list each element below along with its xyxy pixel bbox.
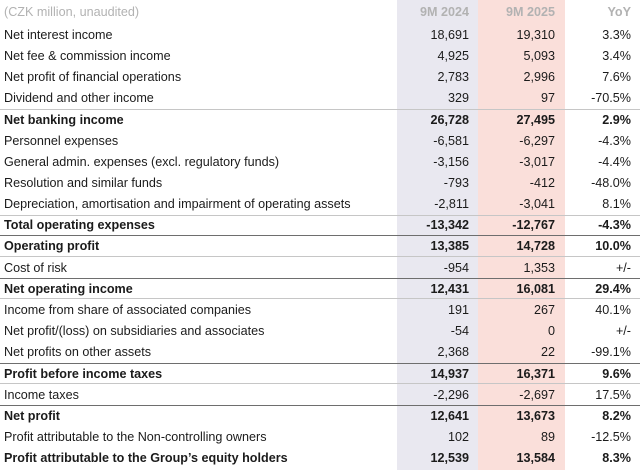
row-value-2025: 16,371: [516, 366, 555, 381]
row-value-yoy: +/-: [615, 324, 631, 339]
table-header-row: [0, 0, 640, 24]
row-label: Net profit/(loss) on subsidiaries and associates: [4, 324, 265, 339]
row-value-2024: 12,539: [430, 451, 469, 466]
row-value-2025: 22: [540, 345, 555, 360]
row-value-2025: 14,728: [516, 238, 555, 253]
row-label: Net banking income: [4, 112, 124, 127]
row-label: Cost of risk: [4, 260, 67, 275]
row-value-2025: 267: [533, 303, 555, 318]
row-label: Resolution and similar funds: [4, 175, 163, 190]
row-value-2024: -954: [443, 260, 469, 275]
row-label: Net fee & commission income: [4, 48, 171, 63]
row-value-yoy: -4.3%: [598, 218, 631, 233]
row-value-2025: 2,996: [523, 69, 555, 84]
row-value-yoy: 8.3%: [602, 451, 631, 466]
row-value-yoy: 17.5%: [595, 387, 631, 402]
row-value-yoy: 2.9%: [602, 112, 631, 127]
row-value-2024: 191: [447, 303, 469, 318]
row-value-2024: 4,925: [437, 48, 469, 63]
row-value-2025: -2,697: [519, 387, 555, 402]
row-value-yoy: +/-: [615, 260, 631, 275]
table-row: [0, 130, 640, 151]
row-value-2024: 13,385: [430, 238, 469, 253]
row-value-yoy: -70.5%: [591, 91, 631, 106]
table-row: [0, 151, 640, 172]
table-row: [0, 88, 640, 109]
column-header-2025: 9M 2025: [505, 5, 555, 19]
row-value-2025: -6,297: [519, 133, 555, 148]
table-row: [0, 342, 640, 363]
row-value-yoy: 40.1%: [595, 303, 631, 318]
row-label: Profit attributable to the Non-controlling owners: [4, 430, 267, 445]
table-row-subtotal: [0, 236, 640, 257]
table-row: [0, 257, 640, 278]
row-value-2024: -2,296: [433, 387, 469, 402]
row-label: Net profit: [4, 409, 60, 424]
row-label: Net operating income: [4, 281, 133, 296]
row-value-2025: 0: [547, 324, 555, 339]
row-value-2025: 16,081: [516, 281, 555, 296]
row-value-2025: -3,017: [519, 154, 555, 169]
row-label: Income from share of associated companies: [4, 303, 252, 318]
row-value-yoy: -4.4%: [598, 154, 631, 169]
row-value-2024: 102: [447, 430, 469, 445]
column-header-2024: 9M 2024: [419, 5, 469, 19]
row-value-yoy: 8.2%: [602, 409, 631, 424]
row-value-2025: 13,673: [516, 409, 555, 424]
row-label: Dividend and other income: [4, 91, 154, 106]
row-label: Total operating expenses: [4, 218, 155, 233]
row-label: Personnel expenses: [4, 133, 119, 148]
row-label: General admin. expenses (excl. regulatory funds): [4, 154, 280, 169]
row-value-2024: 2,783: [437, 69, 469, 84]
table-row-subtotal: [0, 363, 640, 384]
row-value-2024: 2,368: [437, 345, 469, 360]
row-label: Net profit of financial operations: [4, 69, 182, 84]
row-value-2024: -54: [450, 324, 469, 339]
row-value-yoy: 3.3%: [602, 27, 631, 42]
table-row: [0, 427, 640, 448]
table-row: [0, 24, 640, 45]
row-value-yoy: 8.1%: [602, 197, 631, 212]
row-value-2025: -12,767: [512, 218, 555, 233]
row-value-yoy: 10.0%: [595, 238, 631, 253]
table-row: [0, 66, 640, 87]
row-value-2024: -793: [443, 175, 469, 190]
row-value-2025: 19,310: [516, 27, 555, 42]
row-value-yoy: 3.4%: [602, 48, 631, 63]
row-value-2025: -3,041: [519, 197, 555, 212]
row-value-yoy: -12.5%: [591, 430, 631, 445]
row-value-yoy: 7.6%: [602, 69, 631, 84]
row-value-2025: 13,584: [516, 451, 555, 466]
row-value-2024: -13,342: [426, 218, 469, 233]
row-label: Net interest income: [4, 27, 113, 42]
column-header-yoy: YoY: [607, 5, 631, 19]
row-value-2025: 89: [540, 430, 555, 445]
row-value-yoy: -99.1%: [591, 345, 631, 360]
row-value-2025: 1,353: [523, 260, 555, 275]
table-row-subtotal: [0, 215, 640, 236]
row-value-2025: 27,495: [516, 112, 555, 127]
row-value-2024: 12,431: [430, 281, 469, 296]
row-value-2024: -3,156: [433, 154, 469, 169]
row-value-yoy: -48.0%: [591, 175, 631, 190]
row-value-2025: -412: [529, 175, 555, 190]
table-row: [0, 299, 640, 320]
row-label: Profit attributable to the Group’s equity holders: [4, 451, 288, 466]
table-row-subtotal: [0, 278, 640, 299]
row-value-2025: 97: [540, 91, 555, 106]
table-row: [0, 194, 640, 215]
row-value-yoy: 29.4%: [595, 281, 631, 296]
row-label: Depreciation, amortisation and impairment of operating assets: [4, 197, 351, 212]
table-row: [0, 45, 640, 66]
row-value-yoy: -4.3%: [598, 133, 631, 148]
row-value-2025: 5,093: [523, 48, 555, 63]
row-value-2024: 12,641: [430, 409, 469, 424]
row-value-2024: 14,937: [430, 366, 469, 381]
unit-label: (CZK million, unaudited): [4, 5, 140, 19]
table-row: [0, 384, 640, 405]
row-value-2024: 26,728: [430, 112, 469, 127]
row-value-yoy: 9.6%: [602, 366, 631, 381]
table-row-subtotal: [0, 109, 640, 130]
row-value-2024: 18,691: [430, 27, 469, 42]
row-value-2024: -2,811: [434, 197, 469, 212]
row-value-2024: 329: [447, 91, 469, 106]
table-row-subtotal: [0, 405, 640, 426]
table-row: [0, 321, 640, 342]
row-label: Net profits on other assets: [4, 345, 151, 360]
row-label: Income taxes: [4, 387, 79, 402]
table-row: [0, 172, 640, 193]
row-label: Profit before income taxes: [4, 366, 163, 381]
row-value-2024: -6,581: [433, 133, 469, 148]
table-row-subtotal: [0, 448, 640, 469]
row-label: Operating profit: [4, 238, 100, 253]
